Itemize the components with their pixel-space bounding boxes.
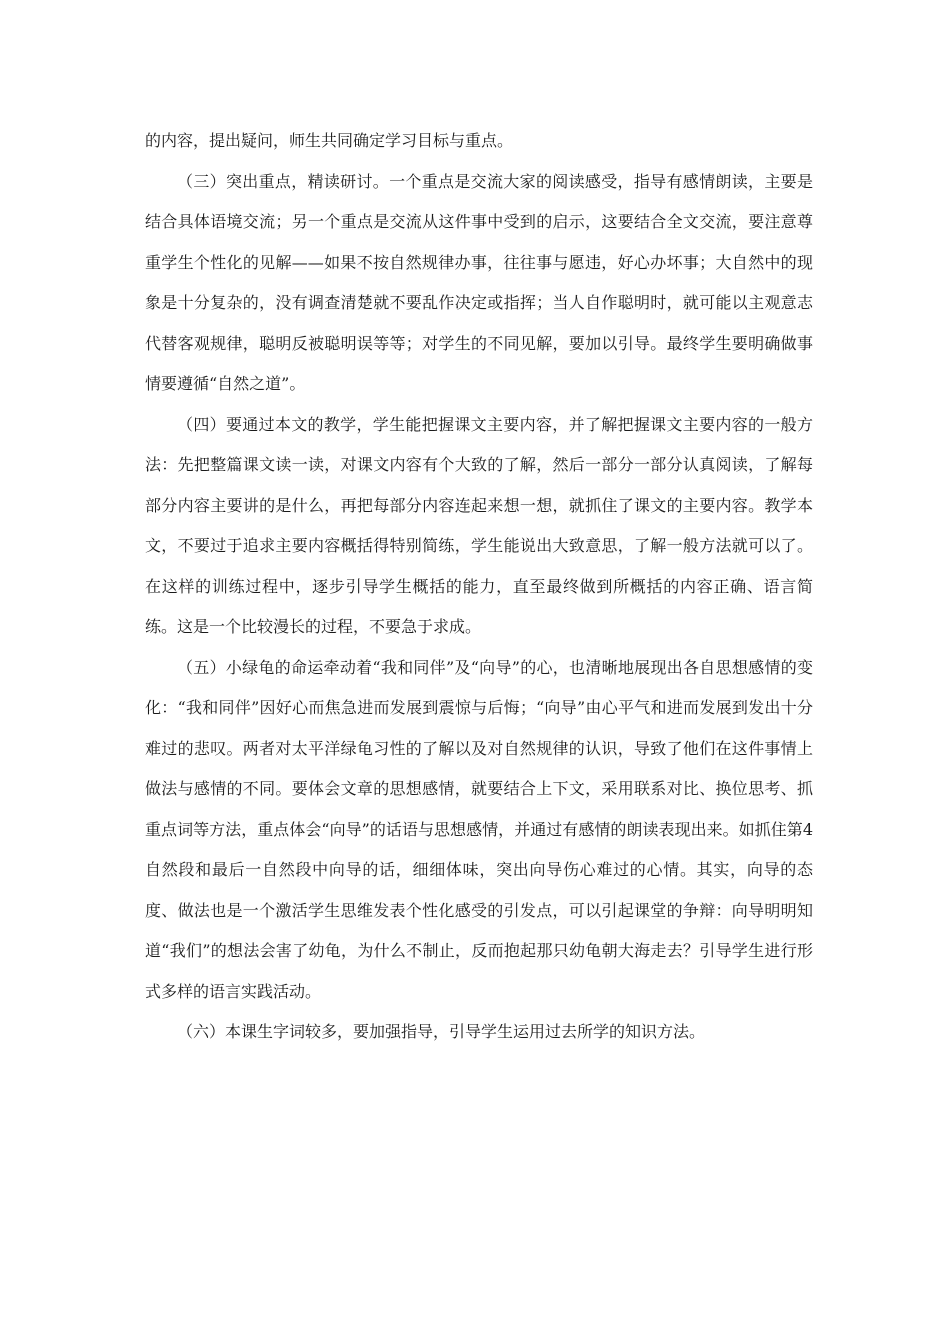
paragraph-section-3: （三）突出重点，精读研讨。一个重点是交流大家的阅读感受，指导有感情朗读，主要是结合具体语境交流；另一个重点是交流从这件事中受到的启示，这要结合全文交流，要注意尊重学生个性化的见解——如果不按自然规律办事，往往事与愿违，好心办坏事；大自然中的现象是十分复杂的，没有调查清楚就不要乱作决定或指挥；当人自作聪明时，就可能以主观意志代替客观规律，聪明反被聪明误等等；对学生的不同见解，要加以引导。最终学生要明确做事情要遵循“自然之道”。 [145,171,813,393]
paragraph-section-4: （四）要通过本文的教学，学生能把握课文主要内容，并了解把握课文主要内容的一般方法：先把整篇课文读一读，对课文内容有个大致的了解，然后一部分一部分认真阅读，了解每部分内容主要讲的是什么，再把每部分内容连起来想一想，就抓住了课文的主要内容。教学本文，不要过于追求主要内容概括得特别简练，学生能说出大致意思，了解一般方法就可以了。在这样的训练过程中，逐步引导学生概括的能力，直至最终做到所概括的内容正确、语言简练。这是一个比较漫长的过程，不要急于求成。 [145,414,813,636]
paragraph-section-5: （五）小绿龟的命运牵动着“我和同伴”及“向导”的心，也清晰地展现出各自思想感情的变化：“我和同伴”因好心而焦急进而发展到震惊与后悔；“向导”由心平气和进而发展到发出十分难过的悲叹。两者对太平洋绿龟习性的了解以及对自然规律的认识，导致了他们在这件事情上做法与感情的不同。要体会文章的思想感情，就要结合上下文，采用联系对比、换位思考、抓重点词等方法，重点体会“向导”的话语与思想感情，并通过有感情的朗读表现出来。如抓住第4自然段和最后一自然段中向导的话，细细体味，突出向导伤心难过的心情。其实，向导的态度、做法也是一个激活学生思维发表个性化感受的引发点，可以引起课堂的争辩：向导明明知道“我们”的想法会害了幼龟，为什么不制止，反而抱起那只幼龟朝大海走去？引导学生进行形式多样的语言实践活动。 [145,657,813,1001]
document-body [145,121,813,1053]
paragraph-continuation: 的内容，提出疑问，师生共同确定学习目标与重点。 [145,131,514,150]
paragraph-section-6: （六）本课生字词较多，要加强指导，引导学生运用过去所学的知识方法。 [177,1022,706,1041]
